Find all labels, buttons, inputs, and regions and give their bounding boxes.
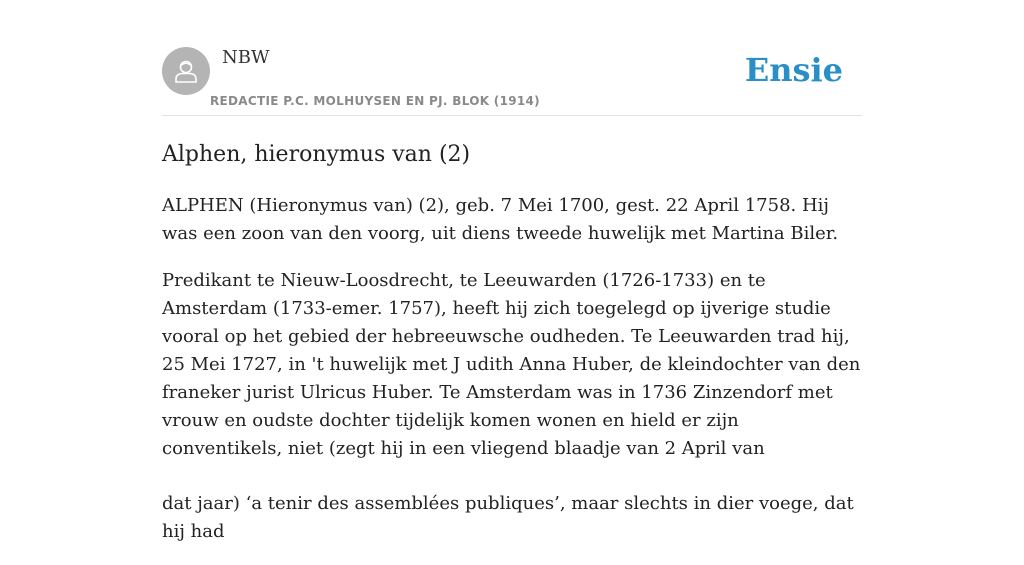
article-paragraph: Predikant te Nieuw-Loosdrecht, te Leeuwarden (1726-1733) en te Amsterdam (1733-emer. 1757), heeft hij zich toegelegd op ijverige studie vooral op het gebied der hebreeuwsche oudheden. Te Leeuwarden trad hij, 25 Mei 1727, in 't huwelijk met J udith Anna Huber, de kleindochter van den franeker jurist Ulricus Huber. Te Amsterdam was in 1736 Zinzendorf met vrouw en oudste dochter tijdelijk komen wonen en hield er zijn conventikels, niet (zegt hij in een vliegend blaadje van 2 April van — [162, 270, 861, 459]
user-icon — [171, 56, 201, 86]
author-name[interactable]: NBW — [222, 47, 270, 68]
article-paragraph: ALPHEN (Hieronymus van) (2), geb. 7 Mei 1700, gest. 22 April 1758. Hij was een zoon van den voorg, uit diens tweede huwelijk met Martina Biler. — [162, 195, 839, 244]
article-body — [162, 192, 862, 565]
editors-credit: REDACTIE P.C. MOLHUYSEN EN PJ. BLOK (1914) — [210, 94, 540, 108]
avatar[interactable] — [162, 47, 210, 95]
article-paragraph: dat jaar) ‘a tenir des assemblées publiques’, maar slechts in dier voege, dat hij had — [162, 493, 854, 542]
ensie-logo[interactable]: Ensie — [744, 51, 843, 89]
article-header — [162, 0, 862, 116]
article-container — [162, 0, 862, 542]
article-title: Alphen, hieronymus van (2) — [162, 142, 471, 167]
